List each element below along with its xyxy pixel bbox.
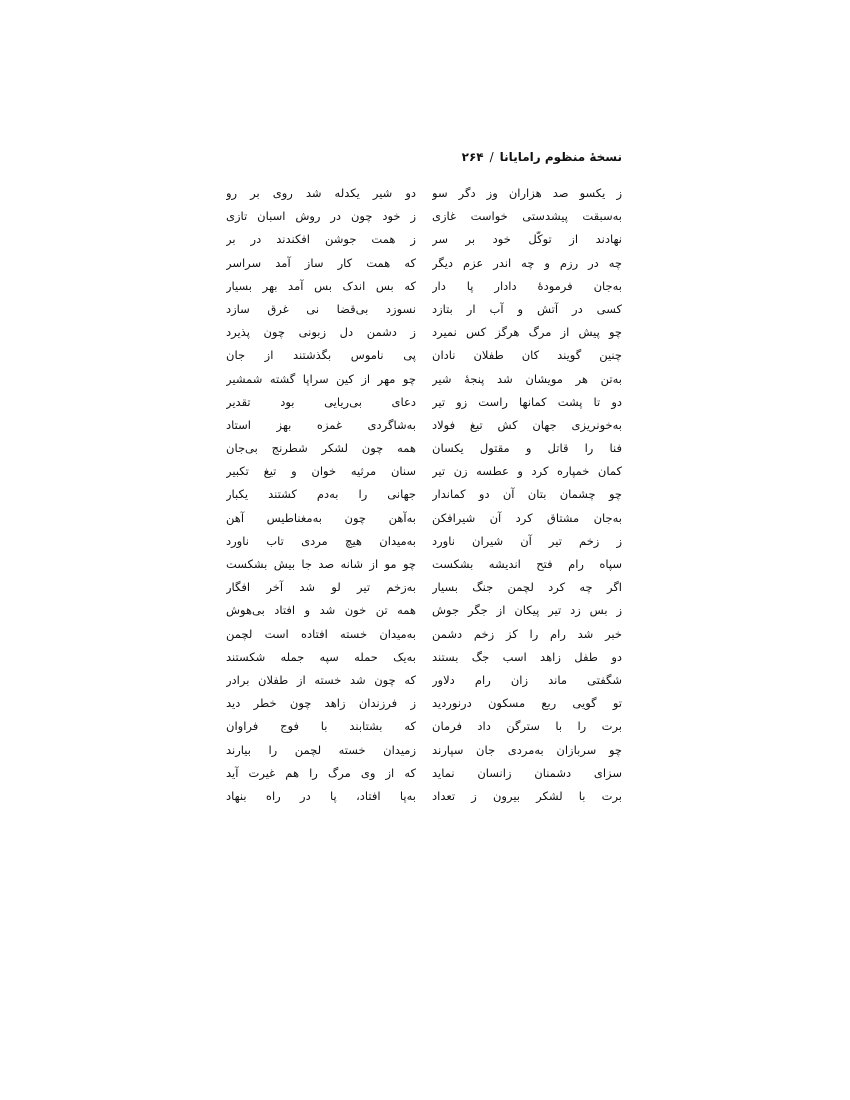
verse-line: به‌یک حمله سپه جمله شکستند <box>226 649 416 664</box>
verse-line: دو تا پشت کمانها راست زو تیر <box>432 394 622 409</box>
verse-line: همه چون لشکر شطرنج بی‌جان <box>226 441 416 456</box>
verse-line: چو چشمان بتان آن دو کماندار <box>432 487 622 502</box>
verse-line: ز خود چون در روش اسبان تازی <box>226 209 416 224</box>
verse-line: ز یکسو صد هزاران وز دگر سو <box>432 186 622 200</box>
verse-line: به‌شاگردی غمزه بهز استاد <box>226 417 416 432</box>
verse-line: به‌تن هر مویشان شد پنجهٔ شیر <box>432 371 622 386</box>
verse-line: خبر شد رام را کز زخم دشمن <box>432 626 622 641</box>
book-title: نسخهٔ منظوم رامایانا <box>499 150 622 164</box>
verse-line: که بشتابند با فوج فراوان <box>226 719 416 734</box>
verse-line: پی ناموس بگذشتند از جان <box>226 348 416 363</box>
running-header <box>226 150 622 164</box>
verse-line: فنا را قاتل و مقتول یکسان <box>432 441 622 456</box>
verse-line: ز فرزندان زاهد چون خطر دید <box>226 696 416 711</box>
verse-line: چه در رزم و چه اندر عزم دیگر <box>432 255 622 270</box>
verse-line: دو طفل زاهد اسب جگ بستند <box>432 649 622 664</box>
verse-line: برت با لشکر بیرون ز تعداد <box>432 788 622 803</box>
verse-line: که از وی مرگ را هم غیرت آید <box>226 765 416 780</box>
left-column <box>226 182 416 808</box>
verse-line: ز همت جوشن افکندند در بر <box>226 232 416 247</box>
verse-line: نسوزد بی‌قضا نی غرق سازد <box>226 301 416 316</box>
verse-line: به‌آهن چون به‌مغناطیس آهن <box>226 510 416 525</box>
verse-line: به‌سبقت پیشدستی خواست غازی <box>432 209 622 224</box>
verse-line: جهانی را به‌دم کشتند یکبار <box>226 487 416 502</box>
verse-line: که چون شد خسته از طفلان برادر <box>226 672 416 687</box>
verse-line: به‌خونریزی جهان کش تیغ فولاد <box>432 417 622 432</box>
poem-body <box>226 182 622 802</box>
verse-line: که همت کار ساز آمد سراسر <box>226 255 416 270</box>
verse-line: کمان خمپاره کرد و عطسه زن تیر <box>432 464 622 479</box>
verse-line: چو سربازان به‌مردی جان سپارند <box>432 742 622 757</box>
verse-line: که بس اندک بس آمد بهر بسیار <box>226 278 416 293</box>
verse-line: نهادند از توکّل خود بر سر <box>432 232 622 247</box>
verse-line: سزای دشمنان زانسان نماید <box>432 765 622 780</box>
verse-line: به‌میدان خسته افتاده است لچمن <box>226 626 416 641</box>
verse-line: کسی در آتش و آب ار بتازد <box>432 301 622 316</box>
verse-line: به‌پا افتاد، پا در راه بنهاد <box>226 788 416 803</box>
verse-line: چو مهر از کین سراپا گشته شمشیر <box>226 371 416 386</box>
verse-line: ز زخم تیر آن شیران ناورد <box>432 533 622 548</box>
right-column <box>432 182 622 808</box>
verse-line: برت را با سترگن داد فرمان <box>432 719 622 734</box>
verse-line: چو پیش از مرگ هرگز کس نمیرد <box>432 325 622 340</box>
page-number: ۲۶۴ <box>461 150 484 164</box>
verse-line: سنان مرثیه خوان و تیغ تکبیر <box>226 464 416 479</box>
verse-line: زمیدان خسته لچمن را بیارند <box>226 742 416 757</box>
verse-line: همه تن خون شد و افتاد بی‌هوش <box>226 603 416 618</box>
verse-line: سپاه رام فتح اندیشه بشکست <box>432 557 622 571</box>
verse-line: چو مو از شانه صد جا بیش بشکست <box>226 557 416 571</box>
verse-line: ز دشمن دل زبونی چون پذیرد <box>226 325 416 340</box>
header-separator: / <box>489 150 494 164</box>
verse-line: به‌جان مشتاق کرد آن شیرافکن <box>432 510 622 525</box>
verse-line: به‌میدان هیچ مردی تاب ناورد <box>226 533 416 548</box>
verse-line: اگر چه کرد لچمن جنگ بسیار <box>432 580 622 595</box>
verse-line: چنین گویند کان طفلان نادان <box>432 348 622 363</box>
verse-line: به‌جان فرمودهٔ دادار پا دار <box>432 278 622 293</box>
verse-line: دو شیر یکدله شد روی بر رو <box>226 186 416 200</box>
verse-line: دعای بی‌ریایی بود تقدیر <box>226 394 416 409</box>
verse-line: ز بس زد تیر پیکان از جگر جوش <box>432 603 622 618</box>
verse-line: تو گویی ربع مسکون درنوردید <box>432 696 622 711</box>
verse-line: شگفتی ماند زان رام دلاور <box>432 672 622 687</box>
verse-line: به‌زخم تیر لو شد آخر افگار <box>226 580 416 595</box>
